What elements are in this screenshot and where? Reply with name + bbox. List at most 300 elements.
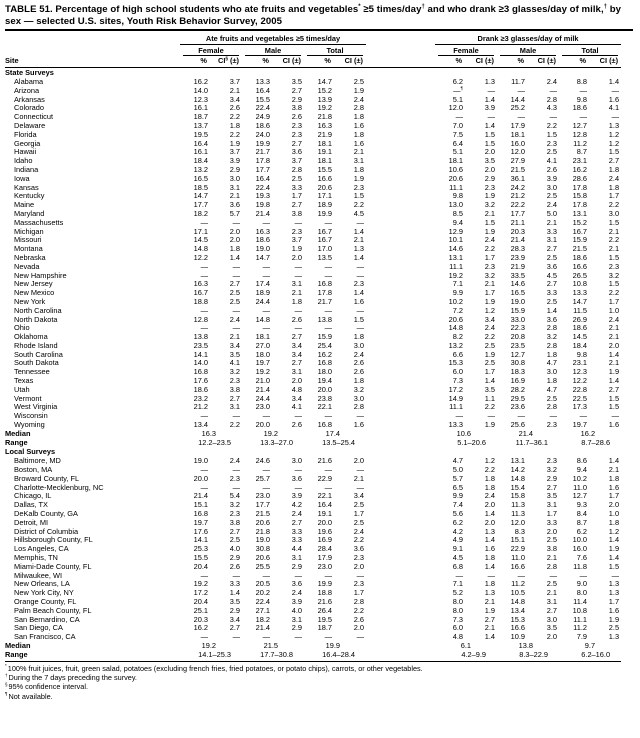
- value-cell: 5.6: [452, 509, 464, 519]
- value-cell: 11.5: [573, 305, 588, 315]
- table-title: TABLE 51. Percentage of high school students who ate fruits and vegetables* ≥5 times/day† and who drank ≥3 glasses/day of milk,† by sex — selected U.S. sites, Youth Risk Behavior Survey, 2005: [5, 4, 633, 31]
- value-cell: 8.3–22.9: [497, 651, 559, 661]
- value-cell: —: [611, 411, 620, 421]
- site-cell: Palm Beach County, FL: [14, 605, 92, 615]
- value-cell: 2.1: [608, 358, 620, 368]
- value-cell: 18.6: [572, 323, 588, 333]
- value-cell: —: [232, 465, 240, 475]
- column-header-row: [5, 56, 621, 68]
- value-cell: 1.4: [229, 588, 240, 598]
- value-cell: —: [517, 570, 526, 580]
- value-cell: 2.9: [291, 561, 302, 571]
- value-cell: 16.4: [255, 85, 270, 95]
- value-cell: 2.3: [229, 376, 240, 386]
- value-cell: 15.8: [510, 491, 526, 501]
- value-cell: 3.1: [353, 156, 365, 166]
- column-gap: [366, 298, 435, 307]
- value-cell: —: [324, 323, 332, 333]
- site-cell: New York City, NY: [14, 588, 74, 598]
- value-cell: 2.2: [608, 288, 620, 298]
- value-cell: 18.8: [317, 588, 332, 598]
- value-cell: —: [200, 323, 208, 333]
- value-cell: 5.1–20.6: [457, 437, 487, 447]
- value-cell: 4.4: [291, 544, 302, 554]
- table-row: [5, 528, 621, 537]
- value-cell: 1.3: [608, 120, 620, 130]
- value-cell: 1.3: [484, 588, 496, 598]
- value-cell: 30.8: [255, 544, 270, 554]
- value-cell: 3.3: [291, 535, 302, 545]
- value-cell: 19.2: [317, 103, 332, 113]
- value-cell: 18.6: [572, 252, 588, 262]
- value-cell: 5.0: [452, 465, 464, 475]
- value-cell: 11.2: [573, 138, 588, 148]
- value-cell: 7.6: [576, 553, 588, 563]
- value-cell: 2.8: [546, 323, 558, 333]
- table-row: [5, 510, 621, 519]
- value-cell: 3.0: [229, 173, 240, 183]
- value-cell: 16.7: [193, 288, 208, 298]
- footnote-text: 100% fruit juices, fruit, green salad, potatoes (excluding french fries, fried potatoes, or potato chips), carrots, or other vegetables.: [7, 663, 423, 673]
- ci-column-header: CI (±): [272, 56, 304, 68]
- value-cell: 13.5: [317, 252, 332, 262]
- column-gap: [366, 554, 435, 563]
- value-cell: 20.6: [448, 314, 464, 324]
- column-gap: [366, 580, 435, 589]
- table-row: [5, 96, 621, 105]
- value-cell: 12.8: [572, 129, 588, 139]
- value-cell: 27.9: [510, 156, 526, 166]
- value-cell: 1.7: [608, 597, 620, 606]
- value-cell: 6.2: [452, 517, 464, 527]
- value-cell: 16.8: [193, 509, 208, 519]
- value-cell: —: [200, 217, 208, 227]
- value-cell: 21.4: [255, 384, 270, 394]
- value-cell: —: [232, 632, 240, 642]
- value-cell: 3.7: [229, 76, 240, 86]
- value-cell: 1.4: [353, 252, 365, 262]
- value-cell: 20.5: [255, 579, 270, 589]
- value-cell: 25.3: [193, 544, 208, 554]
- column-gap: [366, 572, 435, 581]
- value-cell: 17.7: [255, 500, 270, 510]
- value-cell: 11.0: [511, 553, 526, 563]
- value-cell: 17.7: [510, 208, 526, 218]
- pct-column-header: %: [435, 56, 465, 68]
- value-cell: 2.5: [546, 296, 558, 306]
- value-cell: 16.6: [317, 173, 332, 183]
- value-cell: —: [324, 411, 332, 421]
- value-cell: 16.3: [193, 279, 208, 289]
- value-cell: 3.0: [546, 614, 558, 624]
- value-cell: 8.2: [452, 332, 464, 342]
- value-cell: —: [262, 217, 270, 227]
- value-cell: 2.7: [484, 614, 496, 624]
- value-cell: 13.1: [448, 252, 464, 262]
- value-cell: 11.7–36.1: [515, 437, 549, 447]
- value-cell: 18.1: [510, 129, 526, 139]
- value-cell: 2.0: [353, 456, 365, 466]
- value-cell: 1.9: [484, 191, 496, 201]
- value-cell: 9.4: [452, 217, 464, 227]
- column-gap: [366, 457, 435, 466]
- value-cell: 1.4: [608, 376, 620, 386]
- footnote-text: During the 7 days preceding the survey.: [8, 672, 137, 682]
- value-cell: 17.8: [572, 200, 588, 210]
- value-cell: 1.4: [229, 252, 240, 262]
- value-cell: 14.5: [572, 332, 588, 342]
- value-cell: —: [356, 217, 365, 227]
- value-cell: 1.2: [484, 305, 496, 315]
- column-gap: [366, 545, 435, 554]
- column-gap: [366, 351, 435, 360]
- value-cell: 3.2: [546, 332, 558, 342]
- value-cell: 3.2: [608, 270, 620, 280]
- value-cell: 2.0: [608, 500, 620, 510]
- table-row: [5, 563, 621, 572]
- value-cell: 18.2: [193, 208, 208, 218]
- site-cell: Idaho: [14, 156, 33, 166]
- value-cell: 15.3: [510, 614, 526, 624]
- table-row: [5, 545, 621, 554]
- value-cell: 1.6: [608, 482, 620, 492]
- value-cell: 14.0: [193, 358, 208, 368]
- value-cell: 23.0: [255, 402, 270, 412]
- value-cell: 15.2: [572, 217, 588, 227]
- value-cell: 14.8: [448, 323, 464, 333]
- value-cell: 17.2: [448, 384, 464, 394]
- value-cell: 14.5: [193, 235, 208, 245]
- value-cell: 13.9: [317, 94, 332, 104]
- column-gap: [366, 403, 435, 412]
- value-cell: 2.5: [484, 358, 496, 368]
- site-cell: New York: [14, 296, 46, 306]
- value-cell: 13.8: [518, 640, 534, 650]
- value-cell: 1.3: [608, 588, 620, 598]
- value-cell: 18.6: [255, 120, 270, 130]
- value-cell: 19.2: [263, 428, 278, 438]
- value-cell: —: [356, 570, 365, 580]
- value-cell: 3.8: [291, 103, 302, 113]
- value-cell: 21.9: [317, 129, 332, 139]
- value-cell: —: [455, 411, 464, 421]
- value-cell: 10.2: [448, 296, 464, 306]
- value-cell: 6.2–16.0: [559, 651, 621, 661]
- value-cell: 2.4: [353, 349, 365, 359]
- site-cell: Vermont: [14, 393, 42, 403]
- value-cell: 20.6: [255, 517, 270, 527]
- column-gap: [366, 87, 435, 96]
- value-cell: —: [294, 465, 302, 475]
- site-cell: Oklahoma: [14, 332, 48, 342]
- value-cell: 2.4: [484, 323, 496, 333]
- value-cell: 2.1: [546, 553, 558, 563]
- value-cell: —: [232, 305, 240, 315]
- value-cell: 19.0: [510, 296, 526, 306]
- site-cell: Nebraska: [14, 252, 46, 262]
- value-cell: 23.0: [255, 491, 270, 501]
- value-cell: —: [200, 270, 208, 280]
- value-cell: 16.7: [572, 226, 588, 236]
- value-cell: —: [549, 411, 558, 421]
- value-cell: 21.4: [255, 208, 270, 218]
- column-gap: [366, 475, 435, 484]
- value-cell: 2.6: [546, 164, 558, 174]
- value-cell: —: [294, 270, 302, 280]
- value-cell: 2.6: [291, 420, 302, 430]
- value-cell: 1.9: [353, 173, 365, 183]
- value-cell: 3.6: [546, 261, 558, 271]
- value-cell: 21.4: [193, 491, 208, 501]
- value-cell: 23.5: [193, 340, 208, 350]
- value-cell: 9.7: [584, 640, 596, 650]
- value-cell: 5.4: [229, 491, 240, 501]
- value-cell: —: [262, 270, 270, 280]
- value-cell: 1.5: [608, 147, 620, 157]
- value-cell: 4.7: [546, 358, 558, 368]
- value-cell: 14.4: [510, 94, 526, 104]
- value-cell: 2.3: [353, 553, 365, 563]
- value-cell: 2.9: [484, 173, 496, 183]
- value-cell: 15.1: [193, 500, 208, 510]
- value-cell: 1.9: [484, 605, 496, 615]
- column-gap: [366, 192, 435, 201]
- value-cell: 22.5: [572, 393, 588, 403]
- footnote-text: 95% confidence interval.: [8, 682, 89, 692]
- value-cell: 3.8: [546, 544, 558, 554]
- value-cell: 2.6: [291, 314, 302, 324]
- value-cell: 1.9: [353, 85, 365, 95]
- value-cell: 20.4: [193, 597, 208, 606]
- value-cell: 2.7: [229, 623, 240, 633]
- site-cell: Dallas, TX: [14, 500, 48, 510]
- site-cell: Boston, MA: [14, 465, 53, 475]
- column-gap: [366, 528, 435, 537]
- group-gap: [366, 32, 435, 45]
- value-cell: 19.0: [255, 535, 270, 545]
- value-cell: 18.3: [510, 367, 526, 377]
- value-cell: 8.5: [452, 208, 464, 218]
- value-cell: —: [579, 570, 588, 580]
- value-cell: 13.8: [193, 332, 208, 342]
- value-cell: 3.5: [229, 349, 240, 359]
- column-gap: [366, 651, 435, 661]
- site-cell: Arizona: [14, 85, 40, 95]
- value-cell: 9.4: [576, 465, 588, 475]
- column-gap: [366, 589, 435, 598]
- value-cell: 8.0: [576, 588, 588, 598]
- value-cell: 21.2: [510, 191, 526, 201]
- value-cell: 4.0: [291, 605, 302, 615]
- site-cell: Wisconsin: [14, 411, 48, 421]
- value-cell: —: [200, 261, 208, 271]
- value-cell: 19.1: [317, 147, 332, 157]
- table-row: [5, 377, 621, 386]
- value-cell: 2.0: [291, 376, 302, 386]
- value-cell: 8.7–28.6: [581, 437, 611, 447]
- value-cell: 3.2: [484, 270, 496, 280]
- value-cell: 2.7: [546, 482, 558, 492]
- column-gap: [366, 624, 435, 633]
- column-gap: [366, 157, 435, 166]
- value-cell: 3.7: [291, 156, 302, 166]
- value-cell: 27.1: [255, 605, 270, 615]
- value-cell: 1.8: [229, 120, 240, 130]
- value-cell: 3.5: [546, 491, 558, 501]
- value-cell: 1.7: [353, 588, 365, 598]
- value-cell: 1.3: [608, 632, 620, 642]
- table-row: [5, 386, 621, 395]
- value-cell: 19.6: [317, 526, 332, 536]
- table-row: [5, 598, 621, 607]
- value-cell: —: [455, 570, 464, 580]
- value-cell: —: [262, 323, 270, 333]
- value-cell: 2.1: [229, 191, 240, 201]
- value-cell: 25.2: [510, 103, 526, 113]
- value-cell: —: [232, 570, 240, 580]
- table-row: [5, 316, 621, 325]
- site-cell: Nevada: [14, 261, 40, 271]
- site-cell: West Virginia: [14, 402, 58, 412]
- value-cell: 17.1: [317, 191, 332, 201]
- value-cell: 2.2: [608, 235, 620, 245]
- value-cell: 8.4: [576, 509, 588, 519]
- value-cell: 22.2: [510, 200, 526, 210]
- table-row: [5, 501, 621, 510]
- value-cell: 1.7: [291, 191, 302, 201]
- value-cell: 19.5: [193, 129, 208, 139]
- value-cell: 13.3–27.0: [260, 437, 293, 447]
- value-cell: 2.6: [229, 561, 240, 571]
- value-cell: —: [487, 411, 496, 421]
- value-cell: 3.9: [229, 156, 240, 166]
- range-label: Range: [5, 651, 180, 661]
- value-cell: —: [611, 570, 620, 580]
- value-cell: 19.7: [572, 420, 588, 430]
- value-cell: 2.6: [353, 367, 365, 377]
- value-cell: 12.7: [510, 349, 526, 359]
- value-cell: 14.2: [510, 465, 526, 475]
- value-cell: 17.8: [255, 156, 270, 166]
- value-cell: —: [611, 85, 620, 95]
- value-cell: 11.1: [449, 182, 464, 192]
- site-cell: South Carolina: [14, 349, 63, 359]
- value-cell: 5.7: [229, 208, 240, 218]
- site-cell: Maryland: [14, 208, 45, 218]
- value-cell: 4.2: [291, 500, 302, 510]
- value-cell: 3.3: [229, 579, 240, 589]
- column-gap: [366, 254, 435, 263]
- value-cell: 13.4: [510, 605, 526, 615]
- value-cell: 18.9: [255, 288, 270, 298]
- value-cell: 24.4: [255, 393, 270, 403]
- value-cell: —: [324, 570, 332, 580]
- value-cell: 33.0: [510, 314, 526, 324]
- value-cell: 7.2: [452, 305, 464, 315]
- value-cell: 1.2: [608, 138, 620, 148]
- site-cell: North Carolina: [14, 305, 62, 315]
- value-cell: 2.0: [484, 517, 496, 527]
- table-header: [5, 32, 621, 68]
- value-cell: 1.9: [484, 349, 496, 359]
- value-cell: 2.0: [229, 235, 240, 245]
- column-gap: [366, 245, 435, 254]
- value-cell: 1.8: [353, 164, 365, 174]
- value-cell: 3.3: [546, 517, 558, 527]
- value-cell: 20.6: [448, 173, 464, 183]
- value-cell: 1.4: [353, 226, 365, 236]
- table-row: [5, 201, 621, 210]
- value-cell: 12.7: [572, 120, 588, 130]
- site-cell: Broward County, FL: [14, 473, 80, 483]
- site-cell: Los Angeles, CA: [14, 544, 69, 554]
- table-row: [5, 342, 621, 351]
- value-cell: —: [356, 261, 365, 271]
- site-cell: Massachusetts: [14, 217, 64, 227]
- value-cell: 1.9: [291, 244, 302, 254]
- column-gap: [366, 280, 435, 289]
- value-cell: 8.0: [452, 597, 464, 606]
- value-cell: —: [262, 261, 270, 271]
- value-cell: 16.3: [255, 226, 270, 236]
- value-cell: 11.7: [511, 76, 526, 86]
- value-cell: 18.2: [255, 614, 270, 624]
- value-cell: —: [200, 482, 208, 492]
- value-cell: 2.4: [353, 94, 365, 104]
- value-cell: 1.6: [353, 138, 365, 148]
- value-cell: 18.1: [255, 332, 270, 342]
- value-cell: 6.4: [452, 138, 464, 148]
- value-cell: 1.8: [291, 296, 302, 306]
- value-cell: 6.2: [576, 526, 588, 536]
- value-cell: 5.7: [452, 473, 464, 483]
- value-cell: 16.0: [510, 138, 526, 148]
- value-cell: 2.1: [353, 473, 365, 483]
- value-cell: 1.5: [484, 138, 496, 148]
- value-cell: 1.8: [608, 182, 620, 192]
- value-cell: 3.3: [546, 226, 558, 236]
- value-cell: 2.8: [546, 561, 558, 571]
- value-cell: 2.1: [353, 147, 365, 157]
- value-cell: 17.7–30.8: [242, 651, 304, 661]
- value-cell: 9.9: [452, 491, 464, 501]
- value-cell: 2.4: [291, 509, 302, 519]
- value-cell: 20.3: [193, 614, 208, 624]
- value-cell: 16.5: [193, 173, 208, 183]
- site-cell: New Hampshire: [14, 270, 67, 280]
- table-row: [5, 236, 621, 245]
- value-cell: 1.0: [608, 509, 620, 519]
- value-cell: 2.2: [353, 605, 365, 615]
- column-gap: [366, 510, 435, 519]
- range-row: [5, 651, 621, 661]
- value-cell: 11.1: [449, 402, 464, 412]
- table-row: [5, 192, 621, 201]
- value-cell: 3.0: [546, 367, 558, 377]
- value-cell: 11.2: [511, 579, 526, 589]
- value-cell: 19.7: [193, 517, 208, 527]
- value-cell: 6.2: [452, 76, 464, 86]
- value-cell: 1.8: [353, 129, 365, 139]
- value-cell: 18.1: [448, 156, 464, 166]
- value-cell: 7.4: [452, 500, 464, 510]
- value-cell: 8.8: [576, 76, 588, 86]
- value-cell: 3.1: [291, 367, 302, 377]
- value-cell: —: [262, 465, 270, 475]
- value-cell: —: [487, 570, 496, 580]
- value-cell: 2.2: [484, 402, 496, 412]
- value-cell: 3.4: [484, 314, 496, 324]
